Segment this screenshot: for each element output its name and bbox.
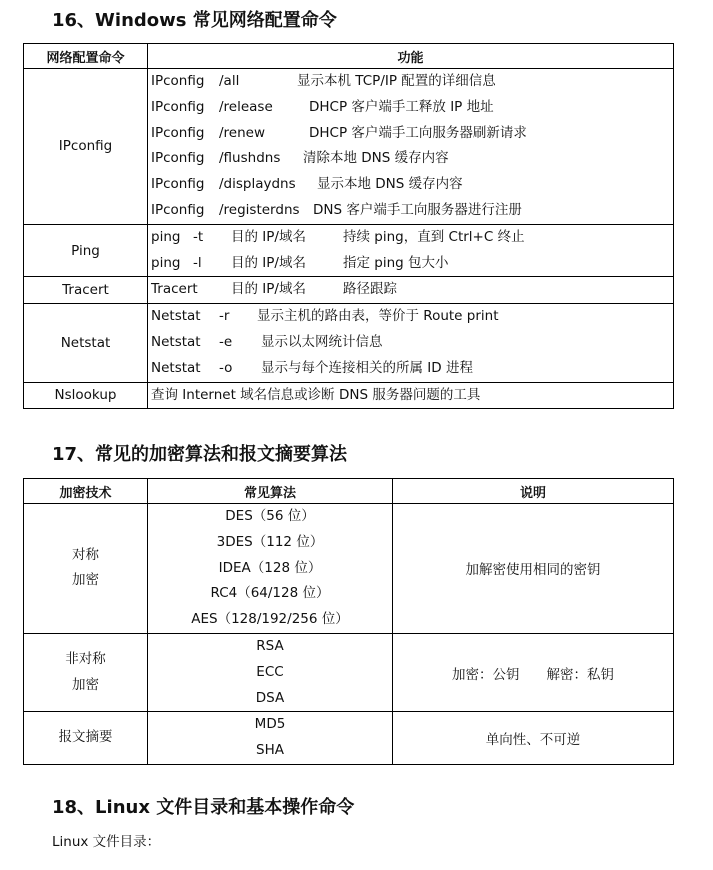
table-row-symmetric	[24, 504, 674, 634]
algorithms-cell	[148, 504, 393, 634]
function-line: IPconfig /renew DHCP 客户端手工向服务器刷新请求	[151, 124, 527, 141]
function-line: IPconfig /registerdns DNS 客户端手工向服务器进行注册	[151, 201, 522, 218]
encryption-algorithms-table	[23, 478, 674, 765]
technique-line: 加密	[72, 676, 99, 693]
column-header-technique: 加密技术	[24, 479, 148, 504]
technique-line: 报文摘要	[58, 729, 113, 746]
function-line: 查询 Internet 域名信息或诊断 DNS 服务器问题的工具	[151, 386, 481, 403]
command-functions	[148, 382, 674, 409]
algorithm-item: AES（128/192/256 位）	[191, 611, 349, 628]
section-18-title: 18、Linux 文件目录和基本操作命令	[52, 797, 355, 818]
technique-line: 非对称	[65, 650, 106, 667]
algorithm-item: 3DES（112 位）	[216, 533, 324, 550]
column-header-function: 功能	[148, 44, 674, 69]
table-row-digest	[24, 712, 674, 765]
technique-line: 加密	[72, 572, 99, 589]
command-name: Nslookup	[24, 382, 148, 409]
algorithm-item: IDEA（128 位）	[218, 559, 322, 576]
description-cell: 加密：公钥 解密：私钥	[393, 633, 674, 711]
algorithms-cell	[148, 712, 393, 765]
table-row-tracert	[24, 277, 674, 304]
function-line: Netstat -o 显示与每个连接相关的所属 ID 进程	[151, 359, 473, 376]
function-line: Netstat -e 显示以太网统计信息	[151, 333, 383, 350]
command-functions	[148, 304, 674, 382]
function-line: IPconfig /flushdns 清除本地 DNS 缓存内容	[151, 150, 449, 167]
function-line: IPconfig /displaydns 显示本地 DNS 缓存内容	[151, 176, 463, 193]
command-functions	[148, 69, 674, 225]
command-name: Ping	[24, 224, 148, 277]
linux-directory-label: Linux 文件目录：	[52, 834, 161, 850]
command-functions	[148, 277, 674, 304]
section-16-title: 16、Windows 常见网络配置命令	[52, 10, 337, 31]
column-header-command: 网络配置命令	[24, 44, 148, 69]
table-row-ipconfig	[24, 69, 674, 225]
technique-cell	[24, 712, 148, 765]
function-line: Netstat -r 显示主机的路由表，等价于 Route print	[151, 308, 499, 325]
algorithm-item: MD5	[254, 716, 286, 733]
technique-cell	[24, 633, 148, 711]
table-header-row	[24, 44, 674, 69]
table-row-ping	[24, 224, 674, 277]
network-commands-table	[23, 43, 674, 409]
table-header-row	[24, 479, 674, 504]
description-cell: 加解密使用相同的密钥	[393, 504, 674, 634]
column-header-description: 说明	[393, 479, 674, 504]
technique-line: 对称	[72, 546, 99, 563]
command-functions	[148, 224, 674, 277]
table-row-asymmetric	[24, 633, 674, 711]
section-17-title: 17、常见的加密算法和报文摘要算法	[52, 444, 348, 465]
table-row-nslookup	[24, 382, 674, 409]
function-line: IPconfig /release DHCP 客户端手工释放 IP 地址	[151, 98, 494, 115]
command-name: Tracert	[24, 277, 148, 304]
algorithm-item: DSA	[255, 689, 285, 706]
command-name: Netstat	[24, 304, 148, 382]
technique-cell	[24, 504, 148, 634]
algorithm-item: ECC	[256, 663, 284, 680]
function-line: ping -t 目的 IP/域名 持续 ping，直到 Ctrl+C 终止	[151, 228, 525, 245]
algorithm-item: DES（56 位）	[225, 508, 315, 524]
description-cell: 单向性、不可逆	[393, 712, 674, 765]
algorithms-cell	[148, 633, 393, 711]
algorithm-item: RSA	[256, 637, 284, 654]
column-header-algorithms: 常见算法	[148, 479, 393, 504]
algorithm-item: SHA	[256, 742, 284, 759]
function-line: IPconfig /all 显示本机 TCP/IP 配置的详细信息	[151, 73, 496, 89]
algorithm-item: RC4（64/128 位）	[210, 585, 330, 602]
function-line: ping -l 目的 IP/域名 指定 ping 包大小	[151, 254, 449, 271]
table-row-netstat	[24, 304, 674, 382]
function-line: Tracert 目的 IP/域名 路径跟踪	[151, 281, 397, 298]
command-name: IPconfig	[24, 69, 148, 225]
